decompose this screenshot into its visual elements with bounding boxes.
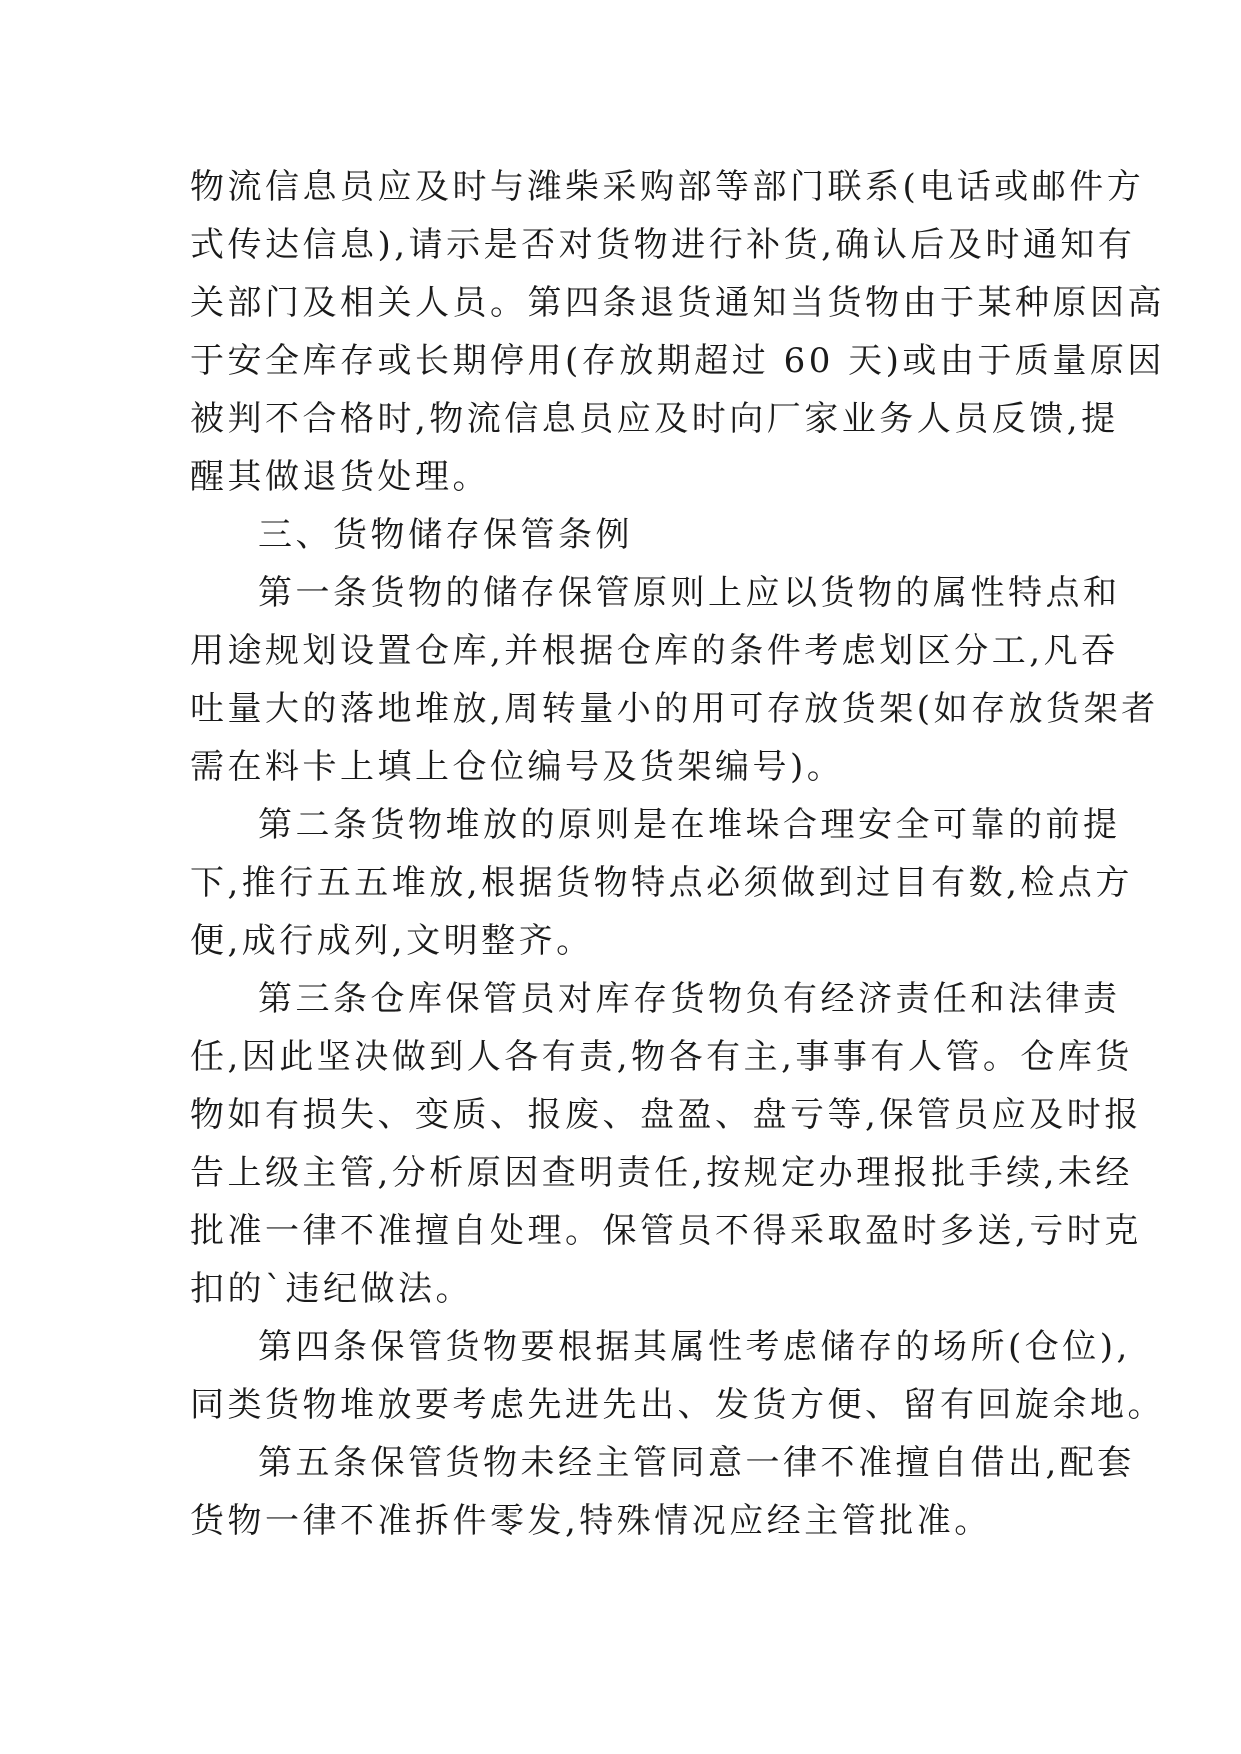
text-line: 关部门及相关人员。第四条退货通知当货物由于某种原因高 [190,283,1165,323]
text-line: 吐量大的落地堆放,周转量小的用可存放货架(如存放货架者 [190,689,1159,729]
text-line: 式传达信息),请示是否对货物进行补货,确认后及时通知有 [190,225,1136,265]
text-line: 扣的`违纪做法。 [190,1269,473,1309]
text-line: 第五条保管货物未经主管同意一律不准擅自借出,配套 [258,1443,1135,1483]
text-line: 同类货物堆放要考虑先进先出、发货方便、留有回旋余地。 [190,1385,1165,1425]
text-line: 批准一律不准擅自处理。保管员不得采取盈时多送,亏时克 [190,1211,1142,1251]
text-line: 第二条货物堆放的原则是在堆垛合理安全可靠的前提 [258,805,1121,845]
text-line: 货物一律不准拆件零发,特殊情况应经主管批准。 [190,1501,992,1541]
text-line: 任,因此坚决做到人各有责,物各有主,事事有人管。仓库货 [190,1037,1133,1077]
text-line: 便,成行成列,文明整齐。 [190,921,594,961]
text-line: 下,推行五五堆放,根据货物特点必须做到过目有数,检点方 [190,863,1133,903]
text-line: 醒其做退货处理。 [190,457,490,497]
text-line: 物流信息员应及时与潍柴采购部等部门联系(电话或邮件方 [190,167,1145,207]
section-heading: 三、货物储存保管条例 [258,515,633,555]
document-body [190,158,1165,1550]
text-line: 被判不合格时,物流信息员应及时向厂家业务人员反馈,提 [190,399,1119,439]
text-line: 告上级主管,分析原因查明责任,按规定办理报批手续,未经 [190,1153,1133,1193]
text-line: 于安全库存或长期停用(存放期超过 60 天)或由于质量原因 [190,341,1165,381]
text-line: 第四条保管货物要根据其属性考虑储存的场所(仓位), [258,1327,1131,1367]
text-line: 第三条仓库保管员对库存货物负有经济责任和法律责 [258,979,1121,1019]
text-line: 需在料卡上填上仓位编号及货架编号)。 [190,747,845,787]
text-line: 物如有损失、变质、报废、盘盈、盘亏等,保管员应及时报 [190,1095,1142,1135]
text-line: 第一条货物的储存保管原则上应以货物的属性特点和 [258,573,1121,613]
text-line: 用途规划设置仓库,并根据仓库的条件考虑划区分工,凡吞 [190,631,1119,671]
